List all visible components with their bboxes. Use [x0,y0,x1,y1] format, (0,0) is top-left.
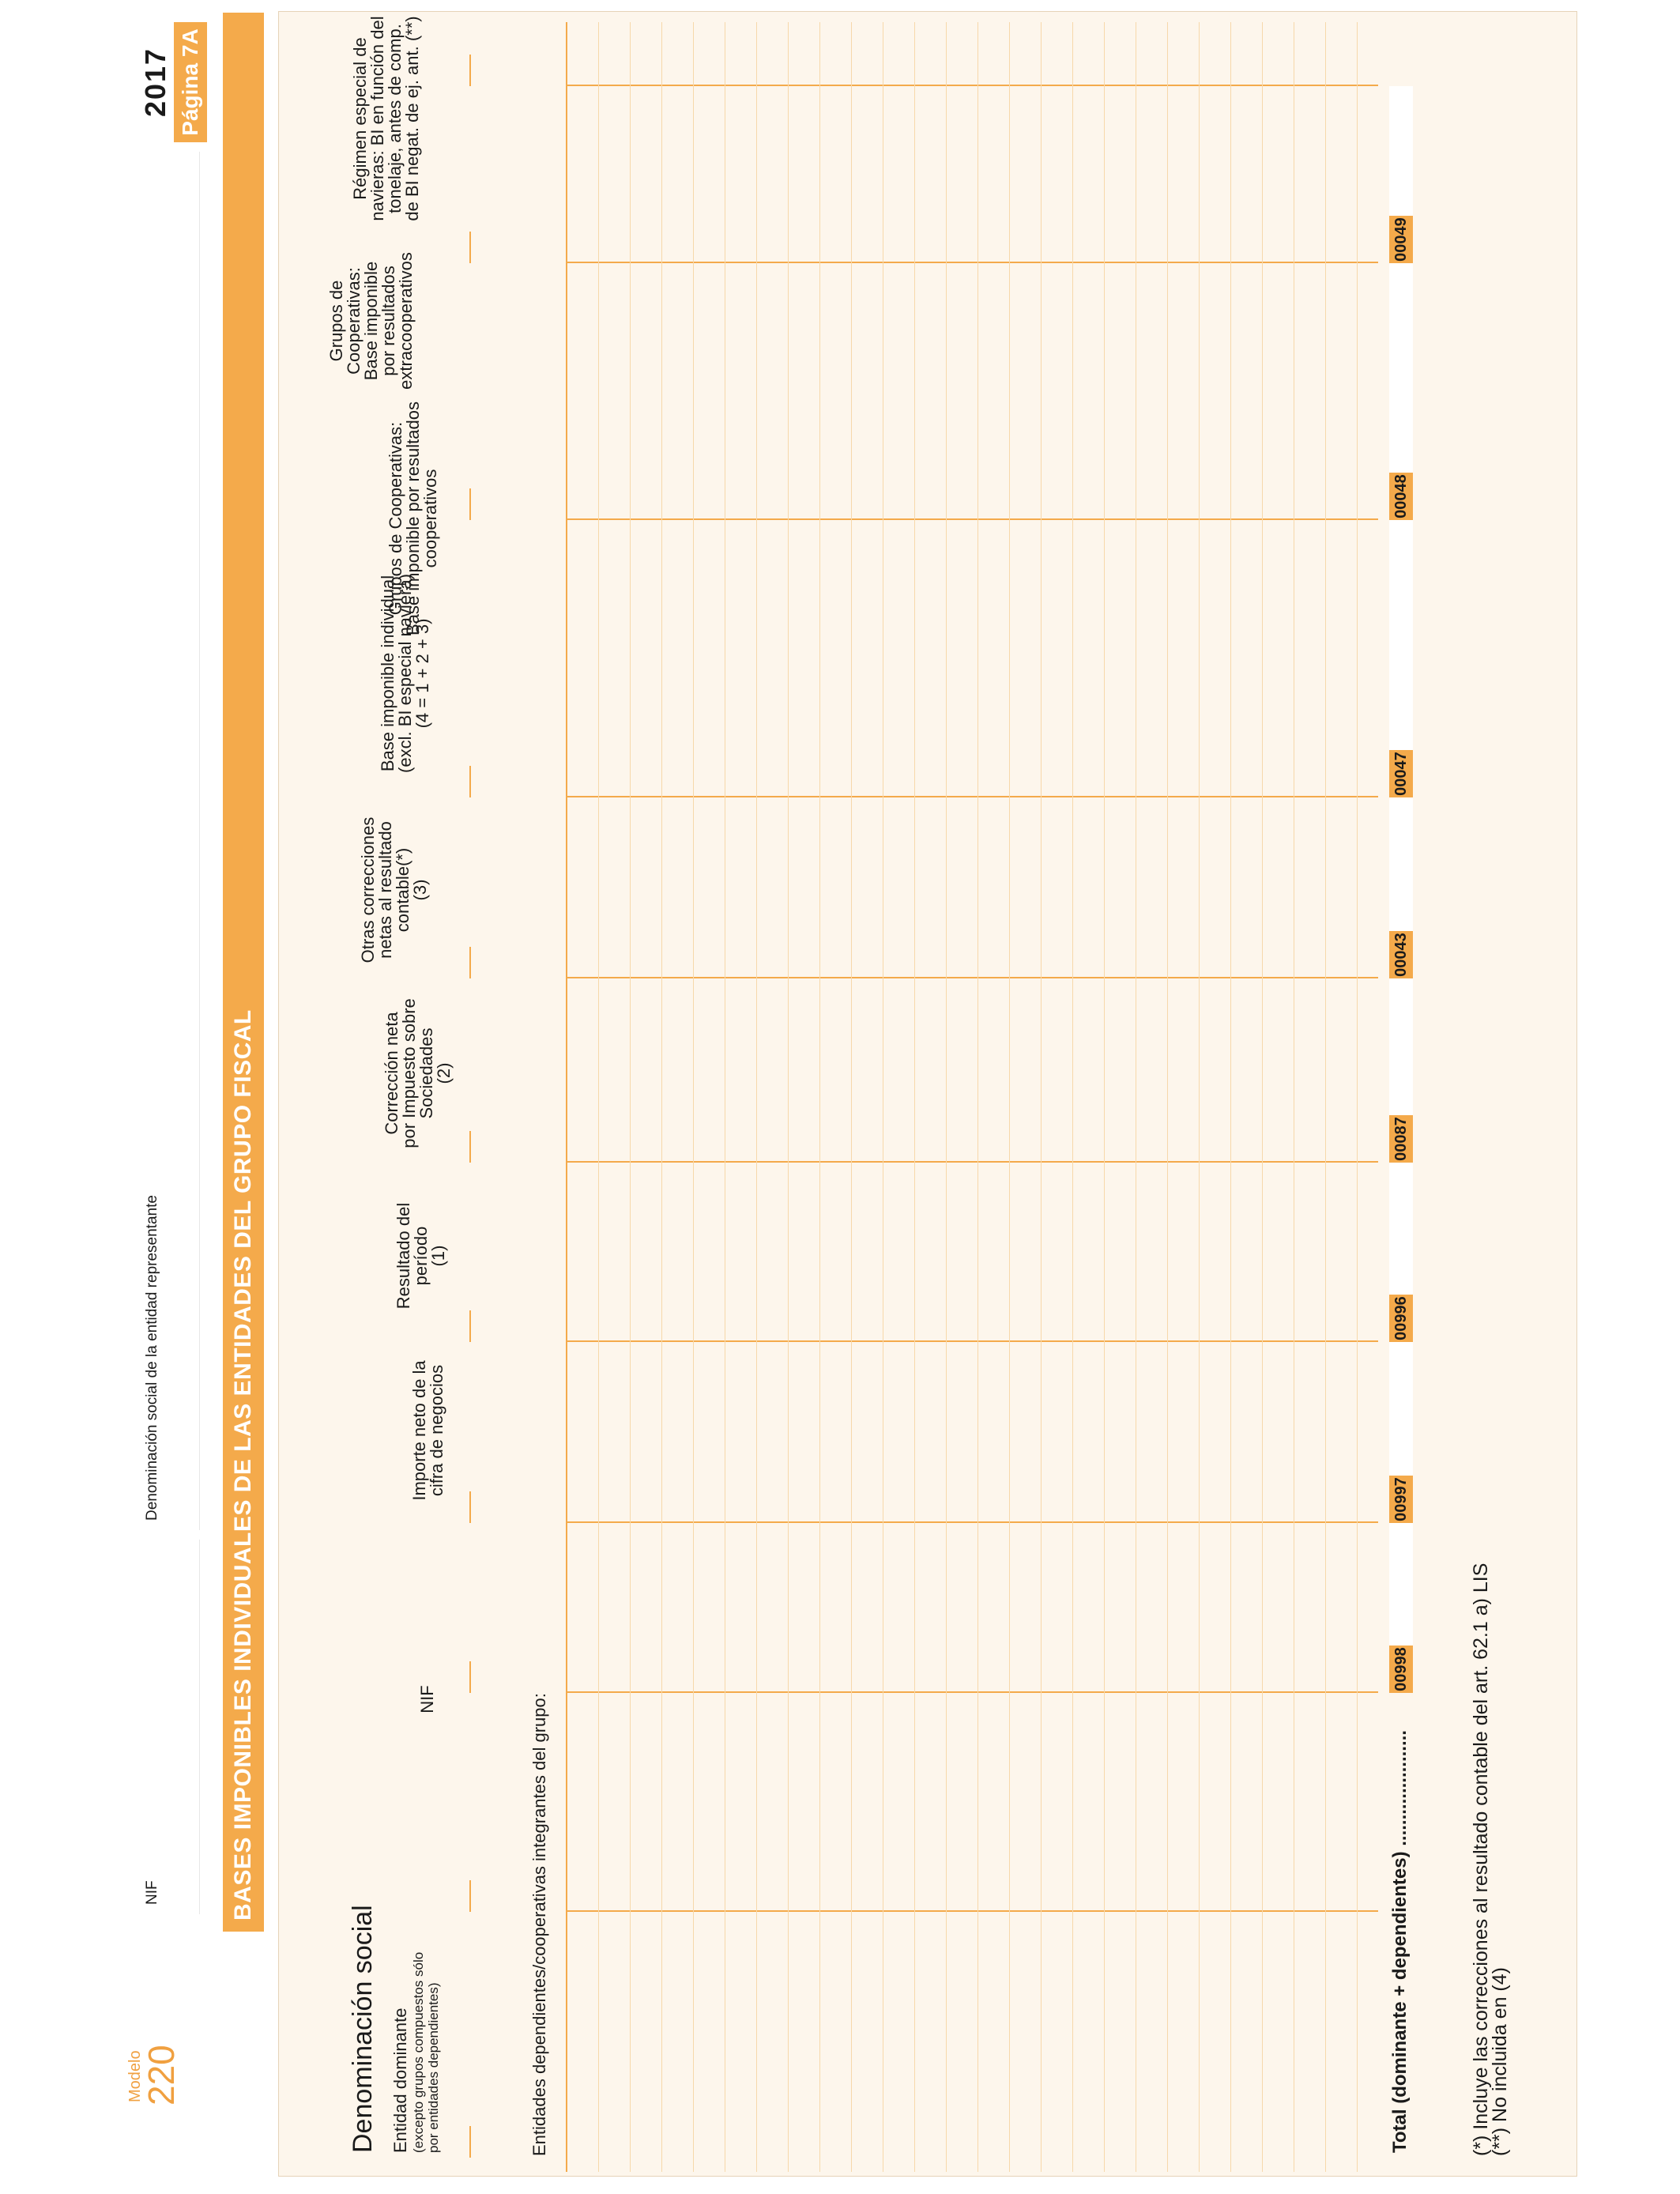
year-label: 2017 [139,47,171,118]
col-header-extracoop [328,226,415,416]
row-line [977,22,978,2172]
column-divider [469,1131,471,1163]
header-line: período [411,1226,431,1286]
total-field-coop[interactable] [1389,520,1413,750]
code-00087: 00087 [1389,1115,1413,1163]
header-line: Grupos de Cooperativas: [386,421,405,616]
row-line [661,22,662,2172]
code-00997: 00997 [1389,1476,1413,1523]
code-00049: 00049 [1389,216,1413,263]
row-line [756,22,757,2172]
column-divider [469,947,471,978]
code-00996: 00996 [1389,1295,1413,1342]
column-line [566,1161,1378,1163]
modelo-label: Modelo [126,2050,144,2102]
header-line: Corrección neta [382,1012,401,1135]
header-line: (2) [434,1062,454,1084]
header-line: por resultados [379,266,398,376]
column-line [566,1910,1378,1912]
header-line: por Impuesto sobre [399,998,419,1148]
row-line [788,22,789,2172]
column-line [566,796,1378,797]
header-line: tonelaje, antes de comp. [385,24,405,213]
header-line: Grupos de [326,280,346,362]
header-line: Sociedades [416,1027,436,1119]
column-divider [469,2126,471,2158]
row-line [851,22,852,2172]
total-field-resultado[interactable] [1389,1342,1413,1476]
total-label-leader: ...................... [1389,1730,1411,1852]
total-field-naviera[interactable] [1389,86,1413,216]
table-top-rule [566,22,567,2172]
column-divider [469,1661,471,1693]
col-header-denominacion-note [411,1952,441,2153]
row-line [1072,22,1073,2172]
header-line: de BI negat. de ej. ant. (**) [402,16,422,221]
column-divider [469,55,471,86]
header-line: navieras: BI en función del [367,16,387,221]
header-line: (4 = 1 + 2 + 3) [412,618,432,729]
total-field-base-individual[interactable] [1389,797,1413,931]
col-header-correccion [383,986,453,1160]
note-line: (excepto grupos compuestos sólo [411,1951,426,2153]
header-line: Importe neto de la [409,1360,429,1501]
header-line: cooperativos [420,469,440,568]
header-line: Cooperativas: [344,267,363,375]
total-field-otras[interactable] [1389,978,1413,1115]
dependientes-label: Entidades dependientes/cooperativas integrantes del grupo: [529,1693,549,2156]
total-field-correccion[interactable] [1389,1163,1413,1295]
row-line [914,22,915,2172]
total-field-importe[interactable] [1389,1523,1413,1646]
code-00043: 00043 [1389,931,1413,978]
row-line [693,22,694,2172]
row-line [1167,22,1168,2172]
column-divider [469,766,471,797]
header-line: contable(*) [393,847,412,933]
header-line: netas al resultado [375,821,395,959]
code-00998: 00998 [1389,1646,1413,1693]
col-header-resultado [395,1177,447,1335]
col-header-otras [360,803,429,977]
nif-field[interactable] [162,1540,200,1914]
header-line: extracooperativos [396,252,416,390]
denominacion-representante-field[interactable] [162,152,200,1530]
col-header-nif: NIF [417,1685,437,1713]
modelo-number: 220 [141,2045,182,2105]
column-divider [469,488,471,520]
code-00047: 00047 [1389,750,1413,797]
column-line [566,262,1378,263]
column-line [566,977,1378,978]
denominacion-representante-label: Denominación social de la entidad representante [144,1195,160,1521]
section-title: BASES IMPONIBLES INDIVIDUALES DE LAS ENTIDADES DEL GRUPO FISCAL [223,13,264,1932]
row-line [1230,22,1231,2172]
row-line [1009,22,1010,2172]
header-line: cifra de negocios [427,1364,446,1497]
row-line [1357,22,1358,2172]
header-line: Régimen especial de [350,37,370,200]
row-line [1104,22,1105,2172]
note-line: por entidades dependientes) [426,1982,441,2153]
header-line: Otras correcciones [358,816,378,963]
col-header-importe [411,1336,446,1525]
row-line [819,22,820,2172]
col-header-naviera [352,0,421,237]
column-divider [469,232,471,263]
total-field-extracoop[interactable] [1389,263,1413,473]
header-line: Base imponible [361,261,381,381]
column-line [566,85,1378,86]
table-panel [278,11,1577,2177]
col-header-entidad-dominante: Entidad dominante [390,2007,410,2153]
column-line [566,518,1378,520]
nif-label: NIF [144,1880,160,1905]
row-line [946,22,947,2172]
header-line: Base imponible individual [378,575,397,772]
header-line: Resultado del [394,1202,413,1310]
column-line [566,1340,1378,1342]
total-label-text: Total (dominante + dependientes) [1389,1851,1411,2153]
row-line [598,22,599,2172]
column-divider [469,1310,471,1342]
row-line [1325,22,1326,2172]
header-line: (1) [428,1245,448,1267]
total-label [1389,1730,1411,2153]
header-line: (excl. BI especial naviera) [395,574,415,773]
header-line: Base imponible por resultados [403,401,423,635]
column-divider [469,1880,471,1912]
row-line [1041,22,1042,2172]
footnote-2: (**) No incluida en (4) [1489,1967,1511,2156]
column-line [566,1521,1378,1523]
row-line [1199,22,1200,2172]
row-line [1262,22,1263,2172]
code-00048: 00048 [1389,473,1413,520]
footnote-1: (*) Incluye las correcciones al resultado contable del art. 62.1 a) LIS [1470,1563,1492,2156]
page-badge: Página 7A [174,22,207,142]
column-line [566,1691,1378,1693]
col-header-denominacion: Denominación social [348,1905,378,2153]
column-divider [469,1491,471,1523]
header-line: (3) [410,879,430,901]
row-line [630,22,631,2172]
